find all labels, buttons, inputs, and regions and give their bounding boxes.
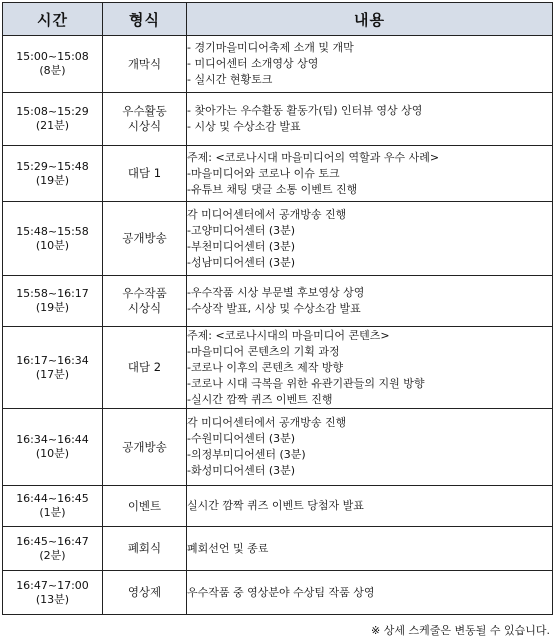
content-cell [187, 276, 553, 327]
time-cell [3, 276, 103, 327]
time-cell [3, 146, 103, 202]
duration: (10분) [35, 447, 70, 460]
duration: (19분) [35, 173, 70, 187]
content-line: - 시상 및 수상소감 발표 [187, 120, 301, 133]
content-line: 주제: <코로나시대의 마을미디어 콘텐츠> [187, 328, 390, 342]
content-cell [187, 327, 553, 409]
content-line: -수상작 발표, 시상 및 수상소감 발표 [187, 302, 361, 315]
table-row [3, 486, 553, 527]
time-cell [3, 93, 103, 146]
content-line: -고양미디어센터 (3분) [187, 223, 296, 237]
format-cell [103, 571, 187, 615]
format-cell [103, 93, 187, 146]
format-label: 시상식 [127, 301, 162, 315]
content-line: 우수작품 중 영상분야 수상팀 작품 상영 [187, 585, 375, 599]
content-line: - 경기마을미디어축제 소개 및 개막 [187, 41, 354, 54]
format-label: 폐회식 [127, 541, 162, 555]
duration: (21분) [35, 119, 70, 132]
header-row [3, 3, 553, 36]
content-line: 각 미디어센터에서 공개방송 진행 [187, 416, 347, 429]
time-range: 16:45~16:47 [16, 534, 89, 548]
time-cell [3, 571, 103, 615]
duration: (19분) [35, 301, 70, 314]
table-row [3, 276, 553, 327]
format-cell [103, 486, 187, 527]
content-line: -의정부미디어센터 (3분) [187, 448, 306, 461]
duration: (2분) [39, 548, 66, 562]
content-line: - 찾아가는 우수활동 활동가(팀) 인터뷰 영상 상영 [187, 104, 423, 117]
table-row [3, 409, 553, 486]
duration: (8분) [39, 64, 66, 77]
format-label: 대담 1 [127, 166, 162, 180]
content-line: - 실시간 현황토크 [187, 73, 273, 86]
table-row [3, 93, 553, 146]
content-line: 주제: <코로나시대 마을미디어의 역할과 우수 사례> [187, 150, 440, 164]
format-label: 시상식 [127, 119, 162, 133]
content-cell [187, 571, 553, 615]
table-row [3, 36, 553, 93]
content-line: -우수작품 시상 부문별 후보영상 상영 [187, 286, 365, 299]
table-row [3, 527, 553, 571]
time-cell [3, 327, 103, 409]
format-cell [103, 202, 187, 276]
time-cell [3, 527, 103, 571]
time-cell [3, 486, 103, 527]
time-range: 16:34~16:44 [16, 433, 89, 446]
time-range: 15:08~15:29 [16, 105, 89, 118]
time-range: 15:29~15:48 [16, 159, 89, 173]
format-cell [103, 276, 187, 327]
duration: (17분) [35, 367, 70, 381]
content-line: -성남미디어센터 (3분) [187, 255, 296, 269]
table-row [3, 571, 553, 615]
content-line: 폐회선언 및 종료 [187, 541, 269, 555]
header-format: 형식 [103, 3, 187, 36]
schedule-table [2, 2, 553, 615]
format-cell [103, 146, 187, 202]
duration: (13분) [35, 592, 70, 606]
time-range: 15:58~16:17 [16, 287, 89, 300]
content-line: -유튜브 채팅 댓글 소통 이벤트 진행 [187, 182, 358, 196]
format-label: 이벤트 [127, 498, 162, 513]
duration: (10분) [35, 238, 70, 252]
table-row [3, 146, 553, 202]
content-line: -코로나 이후의 콘텐츠 제작 방향 [187, 360, 344, 374]
header-content: 내용 [187, 3, 553, 36]
time-cell [3, 202, 103, 276]
time-range: 15:48~15:58 [16, 224, 89, 238]
content-line: 실시간 깜짝 퀴즈 이벤트 당첨자 발표 [187, 499, 364, 512]
time-range: 16:47~17:00 [16, 578, 89, 592]
time-range: 16:17~16:34 [16, 353, 89, 367]
table-row [3, 202, 553, 276]
content-line: -마을미디어와 코로나 이슈 토크 [187, 166, 340, 180]
schedule-note: ※ 상세 스케줄은 변동될 수 있습니다. [371, 624, 550, 637]
format-label: 우수작품 [122, 286, 167, 300]
content-line: -코로나 시대 극복을 위한 유관기관들의 지원 방향 [187, 376, 425, 390]
format-cell [103, 36, 187, 93]
content-line: 각 미디어센터에서 공개방송 진행 [187, 207, 347, 221]
content-cell [187, 202, 553, 276]
content-line: -실시간 깜짝 퀴즈 이벤트 진행 [187, 392, 333, 406]
format-cell [103, 527, 187, 571]
content-cell [187, 486, 553, 527]
time-cell [3, 409, 103, 486]
content-line: -수원미디어센터 (3분) [187, 432, 296, 445]
format-label: 공개방송 [122, 439, 167, 454]
time-range: 16:44~16:45 [16, 492, 89, 505]
format-cell [103, 327, 187, 409]
format-label: 대담 2 [127, 360, 162, 374]
content-line: -화성미디어센터 (3분) [187, 464, 296, 477]
duration: (1분) [39, 506, 66, 519]
content-cell [187, 146, 553, 202]
table-row [3, 327, 553, 409]
content-cell [187, 527, 553, 571]
format-label: 공개방송 [122, 231, 167, 245]
content-line: - 미디어센터 소개영상 상영 [187, 57, 319, 70]
content-line: -마을미디어 콘텐츠의 기획 과정 [187, 344, 340, 358]
content-cell [187, 93, 553, 146]
format-label: 영상제 [127, 585, 162, 599]
time-range: 15:00~15:08 [16, 50, 89, 63]
format-label: 개막식 [127, 56, 162, 71]
content-cell [187, 409, 553, 486]
header-time: 시간 [3, 3, 103, 36]
time-cell [3, 36, 103, 93]
content-line: -부천미디어센터 (3분) [187, 239, 296, 253]
format-cell [103, 409, 187, 486]
content-cell [187, 36, 553, 93]
format-label: 우수활동 [122, 104, 167, 118]
